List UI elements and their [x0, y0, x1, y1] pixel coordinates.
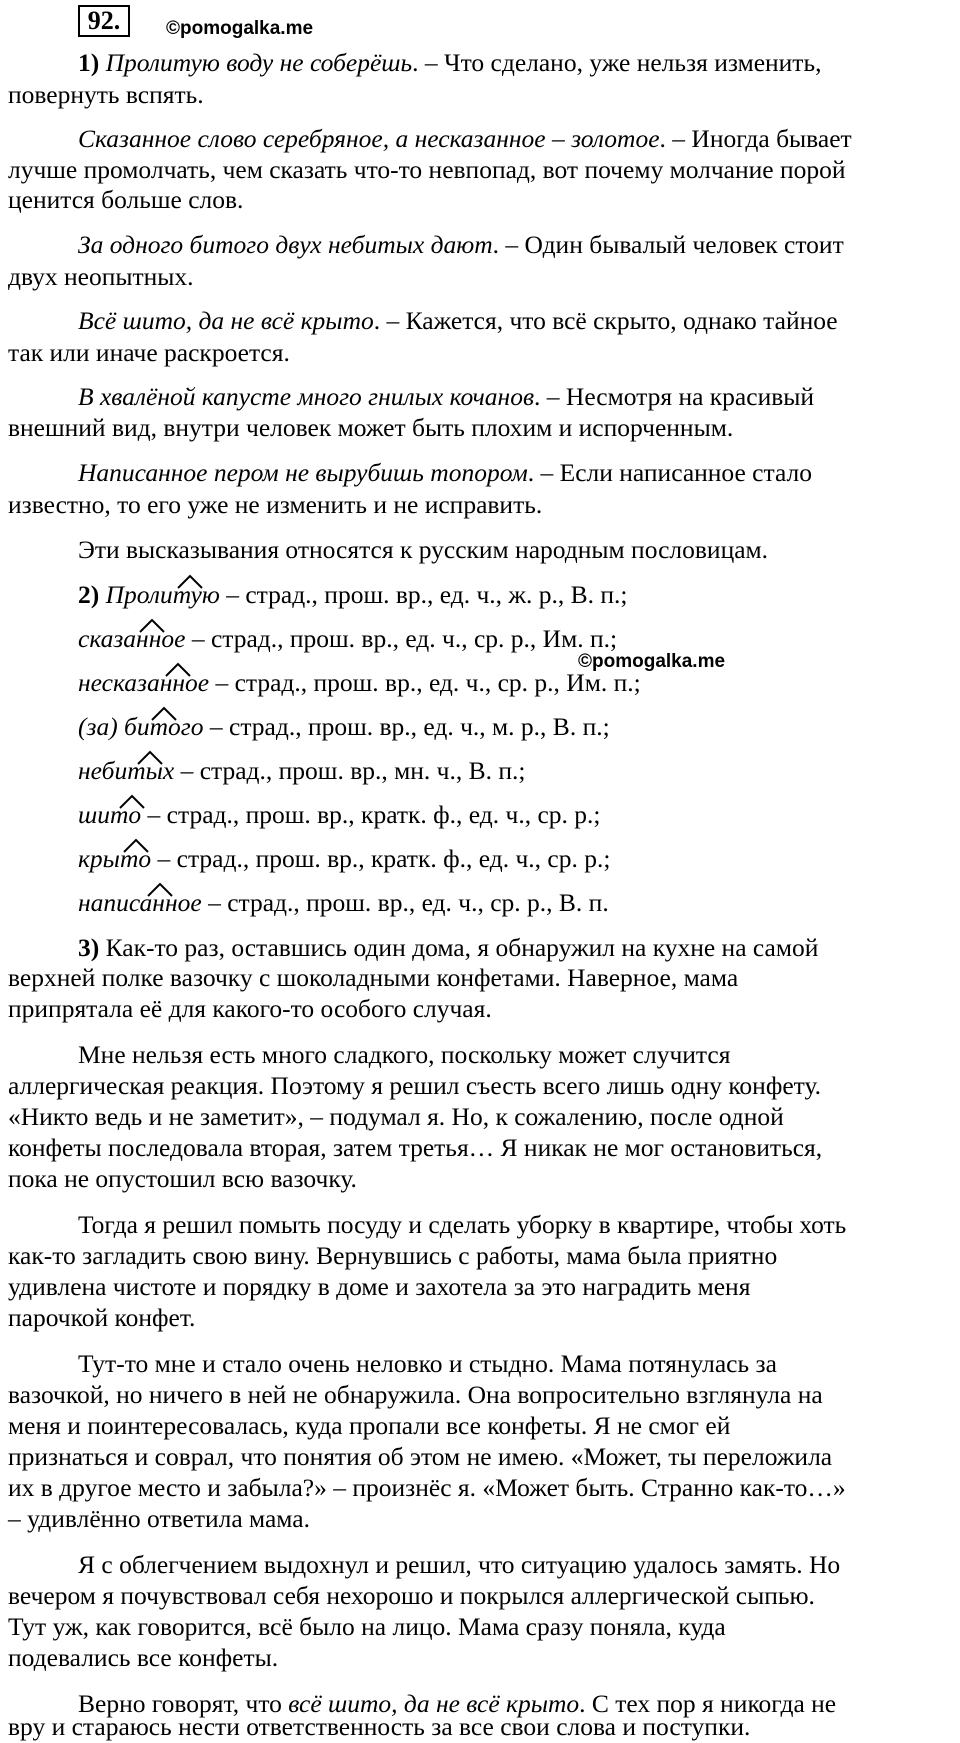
s3-line-4: Мне нельзя есть много сладкого, поскольку может случится — [78, 1040, 731, 1069]
s3-line-3: припрятала её для какого-то особого случая. — [8, 994, 492, 1023]
proverb-1: Пролитую воду не соберёшь — [105, 48, 413, 77]
s1-line-11: внешний вид, внутри человек может быть плохим и испорченным. — [8, 413, 734, 442]
s3-line-21: Тут уж, как говорится, всё было на лицо. Мама сразу поняла, куда — [8, 1612, 726, 1641]
s2-row-4 — [78, 712, 610, 742]
s3-line-13: Тут-то мне и стало очень неловко и стыдно. Мама потянулась за — [78, 1349, 777, 1378]
s2-desc: – страд., прош. вр., ед. ч., ср. р., Им. п.; — [185, 624, 618, 653]
s2-desc: – страд., прош. вр., ед. ч., ср. р., В. п. — [201, 888, 609, 917]
s1-p1-text: . – Что сделано, уже нельзя изменить, — [412, 48, 822, 77]
s1-label: 1) — [78, 48, 100, 77]
s3-last-text-b: . С тех пор я никогда не — [579, 1689, 837, 1718]
s1-line-14: Эти высказывания относятся к русским народным пословицам. — [78, 535, 769, 564]
s3-line-12: парочкой конфет. — [8, 1303, 196, 1332]
s1-line-10 — [78, 382, 814, 412]
s2-desc: – страд., прош. вр., мн. ч., В. п.; — [174, 756, 526, 785]
s1-line-6 — [78, 230, 844, 260]
s2-word: крыто — [78, 844, 152, 873]
task-number: 92. — [78, 5, 130, 37]
s2-word: сказанное — [78, 624, 186, 653]
proverb-5: В хвалёной капусте много гнилых кочанов — [78, 382, 535, 411]
s2-word: несказанное — [78, 668, 210, 697]
s3-line-15: меня и поинтересовалась, куда пропали все конфеты. Я не смог ей — [8, 1411, 731, 1440]
s3-line-6: «Никто ведь и не заметит», – подумал я. Но, к сожалению, после одной — [8, 1102, 784, 1131]
s3-text: Как-то раз, оставшись один дома, я обнаружил на кухне на самой — [105, 933, 819, 962]
s2-desc: – страд., прош. вр., ед. ч., ср. р., Им. п.; — [209, 668, 641, 697]
s3-line-24: вру и стараюсь нести ответственность за все свои слова и поступки. — [8, 1712, 751, 1741]
s3-line-20: вечером я почувствовал себя нехорошо и покрылся аллергической сыпью. — [8, 1581, 815, 1610]
proverb-4: Всё шито, да не всё крыто — [78, 306, 374, 335]
s2-word: шито — [78, 800, 142, 829]
proverb-2: Сказанное слово серебряное, а несказанное – золотое — [78, 124, 660, 153]
proverb-6: Написанное пером не вырубишь топором — [78, 458, 528, 487]
watermark-middle: ©pomogalka.me — [578, 651, 726, 672]
s2-row-8 — [78, 888, 609, 918]
s1-p4-text: . – Кажется, что всё скрыто, однако тайное — [373, 306, 838, 335]
s1-line-5: ценится больше слов. — [8, 185, 244, 214]
s3-line-9: Тогда я решил помыть посуду и сделать уборку в квартире, чтобы хоть — [78, 1210, 847, 1239]
s1-line-7: двух неопытных. — [8, 262, 194, 291]
s3-line-11: удивлена чистоте и порядку в доме и захотела за это наградить меня — [8, 1272, 751, 1301]
s3-line-1 — [78, 933, 818, 963]
s2-label: 2) — [78, 580, 100, 609]
s2-row-5 — [78, 756, 525, 786]
s1-p3-text: . – Один бывалый человек стоит — [492, 230, 844, 259]
s2-desc: – страд., прош. вр., кратк. ф., ед. ч., ср. р.; — [141, 800, 601, 829]
s1-line-12 — [78, 458, 812, 488]
s1-p6-text: . – Если написанное стало — [527, 458, 812, 487]
s1-line-9: так или иначе раскроется. — [8, 338, 290, 367]
s3-line-10: как-то загладить свою вину. Вернувшись с работы, мама была приятно — [8, 1241, 778, 1270]
s2-word: написанное — [78, 888, 202, 917]
s3-label: 3) — [78, 933, 100, 962]
s2-row-2 — [78, 624, 617, 654]
s3-line-17: их в другое место и забыла?» – произнёс я. «Может быть. Странно как-то…» — [8, 1473, 846, 1502]
s2-row-7 — [78, 844, 610, 874]
s3-line-7: конфеты последовала вторая, затем третья… Я никак не мог остановиться, — [8, 1133, 823, 1162]
s1-p2-text: . – Иногда бывает — [659, 124, 852, 153]
proverb-3: За одного битого двух небитых дают — [78, 230, 493, 259]
s3-line-2: верхней полке вазочку с шоколадными конфетами. Наверное, мама — [8, 963, 739, 992]
s2-word: (за) битого — [78, 712, 204, 741]
s3-line-5: аллергическая реакция. Поэтому я решил съесть всего лишь одну конфету. — [8, 1071, 822, 1100]
s1-line-3 — [78, 124, 852, 154]
s1-p5-text: . – Несмотря на красивый — [534, 382, 815, 411]
s1-line-4: лучше промолчать, чем сказать что-то невпопад, вот почему молчание порой — [8, 155, 846, 184]
s1-line-2: повернуть вспять. — [8, 80, 204, 109]
watermark-top: ©pomogalka.me — [166, 18, 314, 39]
s3-line-19: Я с облегчением выдохнул и решил, что ситуацию удалось замять. Но — [78, 1550, 841, 1579]
s1-line-8 — [78, 306, 838, 336]
s2-desc: – страд., прош. вр., ед. ч., м. р., В. п.; — [203, 712, 610, 741]
s2-desc: – страд., прош. вр., ед. ч., ж. р., В. п.; — [219, 580, 628, 609]
s2-word: Пролитую — [105, 580, 220, 609]
s3-line-16: признаться и соврал, что понятия об этом не имею. «Может, ты переложила — [8, 1442, 833, 1471]
s3-line-22: подевались все конфеты. — [8, 1643, 279, 1672]
s2-row-3 — [78, 668, 641, 698]
s3-line-8: пока не опустошил всю вазочку. — [8, 1164, 357, 1193]
s2-word: небитых — [78, 756, 175, 785]
s1-line-13: известно, то его уже не изменить и не исправить. — [8, 490, 543, 519]
s3-line-14: вазочкой, но ничего в ней не обнаружила. Она вопросительно взглянула на — [8, 1380, 823, 1409]
s3-last-text-a: Верно говорят, что — [78, 1689, 289, 1718]
s2-row-1 — [78, 580, 628, 610]
s3-last-proverb: всё шито, да не всё крыто — [288, 1689, 580, 1718]
s3-line-18: – удивлённо ответила мама. — [8, 1504, 310, 1533]
s2-desc: – страд., прош. вр., кратк. ф., ед. ч., ср. р.; — [151, 844, 611, 873]
s1-line-1 — [78, 48, 821, 78]
s2-row-6 — [78, 800, 600, 830]
